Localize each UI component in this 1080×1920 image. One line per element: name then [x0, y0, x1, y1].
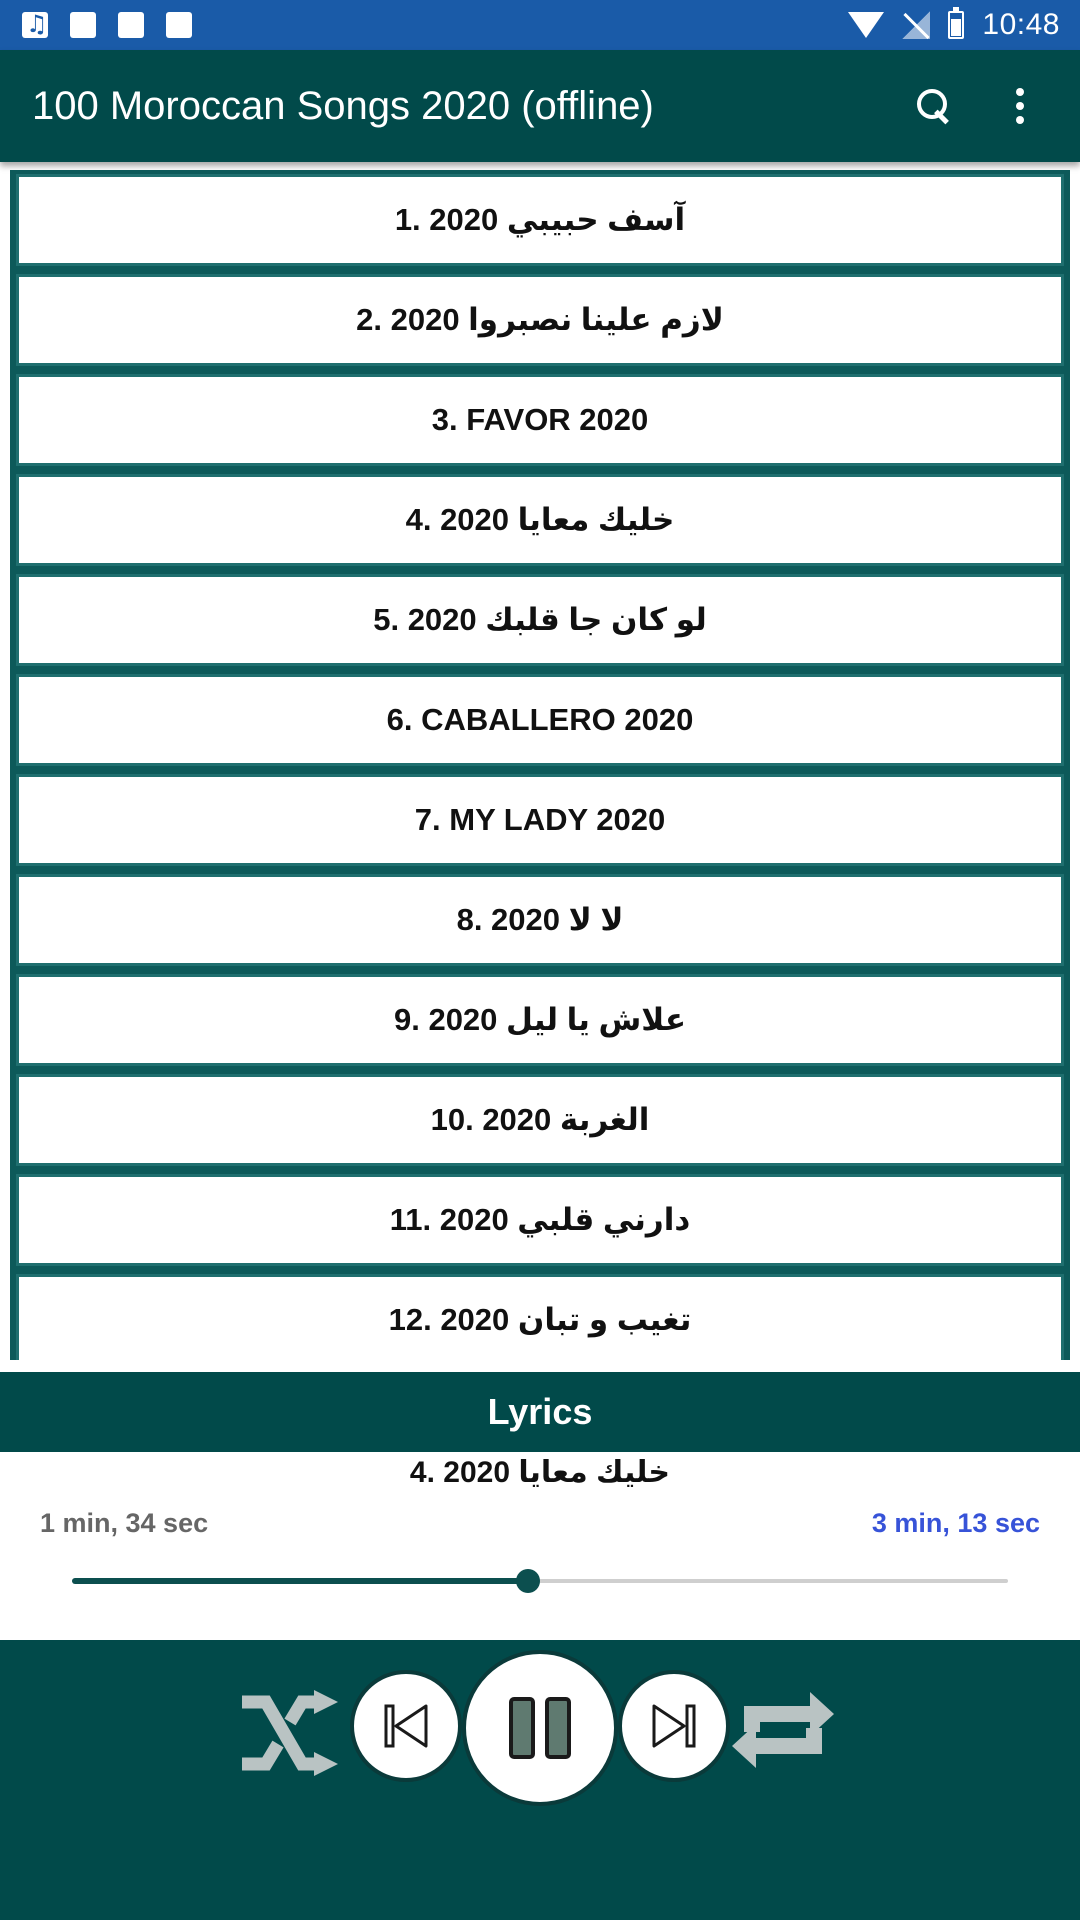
song-list-item[interactable] [16, 774, 1064, 866]
song-title: 2. لازم علينا نصبروا 2020 [356, 302, 724, 337]
seek-bar[interactable] [72, 1566, 1008, 1596]
song-title: 8. لا لا 2020 [456, 902, 624, 937]
pause-button[interactable] [462, 1650, 618, 1806]
song-list-item[interactable] [16, 1074, 1064, 1166]
now-playing-title: 4. خليك معايا 2020 [409, 1456, 671, 1489]
system-icons [848, 8, 1060, 42]
total-time: 3 min, 13 sec [871, 1508, 1040, 1538]
song-list-item[interactable] [16, 1274, 1064, 1360]
wifi-icon [848, 12, 884, 38]
song-list-item[interactable] [16, 274, 1064, 366]
lyrics-label: Lyrics [487, 1391, 593, 1432]
song-title: 4. خليك معايا 2020 [405, 502, 675, 537]
status-time: 10:48 [982, 8, 1060, 41]
pause-icon [505, 1693, 575, 1763]
app-bar [0, 50, 1080, 162]
song-title: 1. آسف حبيبي 2020 [394, 202, 686, 237]
lyrics-button[interactable] [0, 1372, 1080, 1452]
overflow-menu-button[interactable] [990, 76, 1050, 136]
search-button[interactable] [904, 76, 964, 136]
song-list-item[interactable] [16, 474, 1064, 566]
song-list[interactable] [10, 170, 1070, 1360]
song-title: 6. CABALLERO 2020 [386, 702, 694, 737]
song-title: 11. دارني قلبي 2020 [389, 1202, 691, 1237]
song-list-item[interactable] [16, 874, 1064, 966]
player-controls [0, 1640, 1080, 1920]
skip-previous-icon [380, 1700, 432, 1752]
seek-progress [72, 1578, 528, 1584]
skip-next-icon [648, 1700, 700, 1752]
more-vert-icon [1016, 88, 1024, 124]
repeat-icon [730, 1680, 836, 1780]
status-bar [0, 0, 1080, 50]
app-title: 100 Moroccan Songs 2020 (offline) [32, 83, 654, 128]
song-list-item[interactable] [16, 374, 1064, 466]
song-title: 10. الغربة 2020 [430, 1102, 650, 1137]
no-signal-icon [902, 11, 930, 39]
song-title: 3. FAVOR 2020 [431, 402, 649, 437]
shuffle-button[interactable] [238, 1690, 338, 1776]
search-icon [917, 89, 951, 123]
song-list-item[interactable] [16, 574, 1064, 666]
app-notification-icon [70, 12, 96, 38]
repeat-button[interactable] [730, 1680, 836, 1780]
app-notification-icon [166, 12, 192, 38]
song-title: 5. لو كان جا قلبك 2020 [373, 602, 707, 637]
song-title: 7. MY LADY 2020 [414, 802, 666, 837]
seek-thumb[interactable] [516, 1569, 540, 1593]
song-list-item[interactable] [16, 174, 1064, 266]
song-title: 9. علاش يا ليل 2020 [393, 1002, 686, 1037]
elapsed-time: 1 min, 34 sec [40, 1508, 209, 1538]
song-title: 12. تغيب و تبان 2020 [388, 1302, 692, 1337]
notification-icons [22, 12, 192, 38]
app-notification-icon [118, 12, 144, 38]
music-notification-icon [22, 12, 48, 38]
song-list-item[interactable] [16, 674, 1064, 766]
previous-button[interactable] [350, 1670, 462, 1782]
battery-icon [948, 11, 964, 39]
song-list-item[interactable] [16, 1174, 1064, 1266]
next-button[interactable] [618, 1670, 730, 1782]
shuffle-icon [238, 1690, 338, 1776]
song-list-item[interactable] [16, 974, 1064, 1066]
